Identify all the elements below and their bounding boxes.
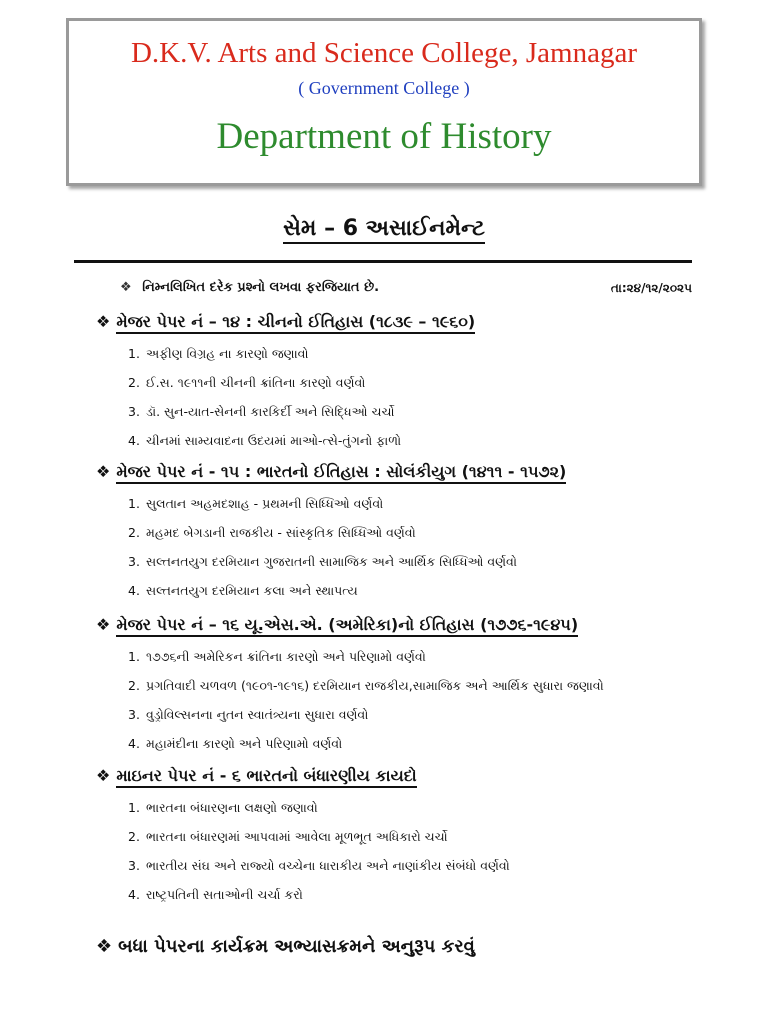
section-heading-4 [96, 766, 417, 786]
page-title [0, 216, 768, 241]
question-item: 3. વુડ્રોવિલ્સનના નુતન સ્વાતંત્ર્યના સુધારા વર્ણવો [128, 707, 369, 722]
question-item: 4. ચીનમાં સામ્યવાદના ઉદયમાં માઓ-ત્સે-તુંગનો ફાળો [128, 433, 402, 448]
question-item: 4. મહામંદીના કારણો અને પરિણામો વર્ણવો [128, 736, 343, 751]
section-heading-text: મેજર પેપર નં – ૧૬ યૂ.એસ.એ. (અમેરિકા)નો ઈતિહાસ (૧૭૭૬-૧૯૪૫) [116, 615, 578, 637]
question-list-3 [128, 647, 604, 763]
question-list-2 [128, 494, 517, 610]
instruction-text: નિમ્નલિખિત દરેક પ્રશ્નો લખવા ફરજિયાત છે. [142, 280, 380, 295]
question-item: 3. સલ્તનતયુગ દરમિયાન ગુજરાતની સામાજિક અને આર્થિક સિધ્ધિઓ વર્ણવો [128, 554, 517, 569]
diamond-bullet-icon: ❖ [96, 766, 111, 785]
question-item: 4. સલ્તનતયુગ દરમિયાન કલા અને સ્થાપત્ય [128, 583, 358, 598]
college-type: ( Government College ) [298, 78, 470, 98]
diamond-bullet-icon: ❖ [96, 462, 111, 481]
section-heading-2 [96, 462, 566, 482]
college-header-box [66, 18, 702, 186]
section-heading-text: મેજર પેપર નં – ૧૪ : ચીનનો ઈતિહાસ (૧૮૩૯ – ૧૯૬૦) [116, 312, 475, 334]
question-item: 1. ૧૭૭૬ની અમેરિકન ક્રાંતિના કારણો અને પરિણામો વર્ણવો [128, 649, 426, 664]
question-item: 1. ભારતના બંધારણના લક્ષણો જણાવો [128, 800, 318, 815]
section-heading-3 [96, 615, 578, 635]
footer-note [96, 936, 475, 957]
assignment-date: તા:૨૪/૧૨/૨૦૨૫ [610, 281, 692, 295]
diamond-bullet-icon: ❖ [96, 312, 111, 331]
question-item: 3. ભારતીય સંઘ અને રાજ્યો વચ્ચેના ધારાકીય અને નાણાંકીય સંબંધો વર્ણવો [128, 858, 510, 873]
question-item: 2. પ્રગતિવાદી ચળવળ (૧૯૦૧-૧૯૧૬) દરમિયાન રાજકીય,સામાજિક અને આર્થિક સુધારા જણાવો [128, 678, 604, 693]
question-item: 1. સુલતાન અહમદશાહ - પ્રથમની સિધ્ધિઓ વર્ણવો [128, 496, 384, 511]
diamond-bullet-icon: ❖ [120, 280, 132, 295]
question-list-4 [128, 798, 510, 914]
section-heading-1 [96, 312, 475, 332]
college-name: D.K.V. Arts and Science College, Jamnagar [130, 37, 638, 69]
question-item: 4. રાષ્ટ્રપતિની સતાઓની ચર્ચા કરો [128, 887, 303, 902]
diamond-bullet-icon: ❖ [96, 936, 113, 957]
page-title-text: સેમ – 6 અસાઈનમેન્ટ [283, 216, 485, 244]
question-item: 2. ઈ.સ. ૧૯૧૧ની ચીનની ક્રાંતિના કારણો વર્ણવો [128, 375, 366, 390]
diamond-bullet-icon: ❖ [96, 615, 111, 634]
question-list-1 [128, 344, 401, 460]
section-heading-text: માઇનર પેપર નં - ૬ ભારતનો બંધારણીય કાયદો [116, 766, 416, 788]
department-name: Department of History [216, 116, 552, 157]
question-item: 1. અફીણ વિગ્રહ ના કારણો જણાવો [128, 346, 309, 361]
question-item: 3. ડૉ. સુન-યાત-સેનની કારકિર્દી અને સિદ્ધિઓ ચર્ચો [128, 404, 395, 419]
footer-note-text: બધા પેપરના કાર્યક્રમ અભ્યાસક્રમને અનુરૂપ કરવું [118, 936, 475, 957]
divider-rule [74, 260, 692, 263]
question-item: 2. ભારતના બંધારણમાં આપવામાં આવેલા મૂળભૂત અધિકારો ચર્ચો [128, 829, 448, 844]
question-item: 2. મહમદ બેગડાની રાજકીય - સાંસ્કૃતિક સિધ્ધિઓ વર્ણવો [128, 525, 416, 540]
instruction-line [120, 280, 379, 295]
section-heading-text: મેજર પેપર નં - ૧૫ : ભારતનો ઈતિહાસ : સોલંકીયુગ (૧૪૧૧ - ૧૫૭૨) [116, 462, 566, 484]
